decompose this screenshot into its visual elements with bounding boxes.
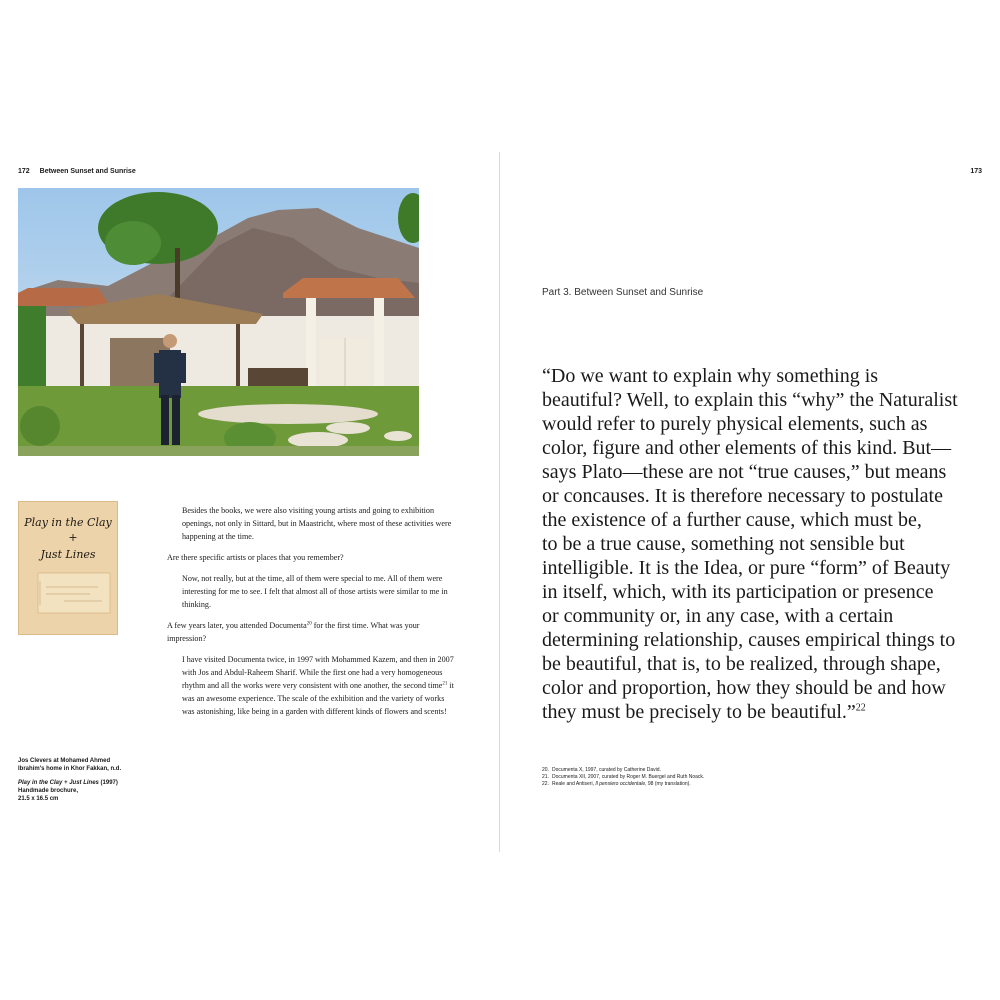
interview-text [167, 504, 457, 726]
part-title: Part 3. Between Sunset and Sunrise [542, 287, 704, 298]
brochure-title-plus: + [68, 531, 78, 544]
footnote-ref-20: 20 [306, 621, 312, 627]
left-running-title: Between Sunset and Sunrise [39, 168, 136, 175]
brochure-caption-title: Play in the Clay + Just Lines [18, 780, 99, 786]
quote-line: or concauses. It is therefore necessary to postulate [542, 485, 943, 507]
footnote-20: 20. Documenta X, 1997, curated by Catherine David. [542, 767, 661, 773]
left-running-head [18, 168, 136, 175]
quote-line: beautiful? Well, to explain this “why” the Naturalist [542, 389, 958, 411]
interview-answer-2: Now, not really, but at the time, all of them were special to me. All of them were interesting for me to see. I felt that almost all of those artists were similar to me in thinking. [182, 574, 448, 609]
quote-line: in itself, which, with its participation or presence [542, 581, 934, 603]
footnote-ref-22: 22 [855, 702, 866, 714]
quote-line-last: they must be precisely to be beautiful.”$^{22}$ [542, 701, 866, 723]
interview-answer-1: Besides the books, we were also visiting young artists and going to exhibition openings, not only in Sittard, but in Maastricht, where most of these activities were happening at the time. [182, 506, 452, 541]
quote-line: the existence of a further cause, which must be, [542, 509, 922, 531]
right-page-number: 173 [970, 168, 982, 175]
page-gutter [499, 152, 500, 852]
quote-line: would refer to purely physical elements, such as [542, 413, 928, 435]
quote-line: color and proportion, how they should be and how [542, 677, 946, 699]
left-page-number: 172 [18, 168, 30, 175]
interview-question-1: Are there specific artists or places that you remember? [167, 553, 344, 562]
image-captions [18, 757, 128, 809]
quote-line: or community or, in any case, with a certain [542, 605, 894, 627]
footnotes [542, 767, 742, 788]
interview-answer-3: I have visited Documenta twice, in 1997 with Mohammed Kazem, and then in 2007 with Jos and Abdul-Raheem Sharif. While the first one had a very homogeneous rhythm and all the works were very consistent with one another, the second time$^{21}$ it was an awesome experience. The scale of the exhibition and the variety of works was astonishing, like being in a garden with different kinds of flowers and scents! [182, 655, 454, 716]
quote-line: determining relationship, causes empirical things to [542, 629, 956, 651]
garden-photo [18, 188, 419, 456]
footnote-22: 22. Reale and Antiseri, Il pensiero occidentale, 98 (my translation). [542, 781, 691, 787]
quote-line: says Plato—these are not “true causes,” but means [542, 461, 947, 483]
plato-quote [542, 364, 992, 724]
quote-line: intelligible. It is the Idea, or pure “form” of Beauty [542, 557, 951, 579]
quote-line: be beautiful, that is, to be realized, through shape, [542, 653, 941, 675]
brochure-image [18, 501, 118, 635]
quote-line: “Do we want to explain why something is [542, 365, 879, 387]
quote-line: color, figure and other elements of this kind. But— [542, 437, 952, 459]
footnote-21: 21. Documenta XII, 2007, curated by Roger M. Buergel and Ruth Noack. [542, 774, 705, 780]
brochure-title-line2: Just Lines [40, 548, 96, 561]
photo-caption: Jos Clevers at Mohamed Ahmed Ibrahim's home in Khor Fakkan, n.d. [18, 758, 122, 772]
brochure-caption: Play in the Clay + Just Lines (1997) Handmade brochure, 21.5 x 16.5 cm [18, 780, 118, 802]
interview-question-2: A few years later, you attended Documenta$^{20}$ for the first time. What was your impression? [167, 621, 420, 643]
quote-line: to be a true cause, something not sensible but [542, 533, 905, 555]
brochure-title-line1: Play in the Clay [24, 516, 112, 529]
footnote-ref-21: 21 [442, 681, 448, 687]
